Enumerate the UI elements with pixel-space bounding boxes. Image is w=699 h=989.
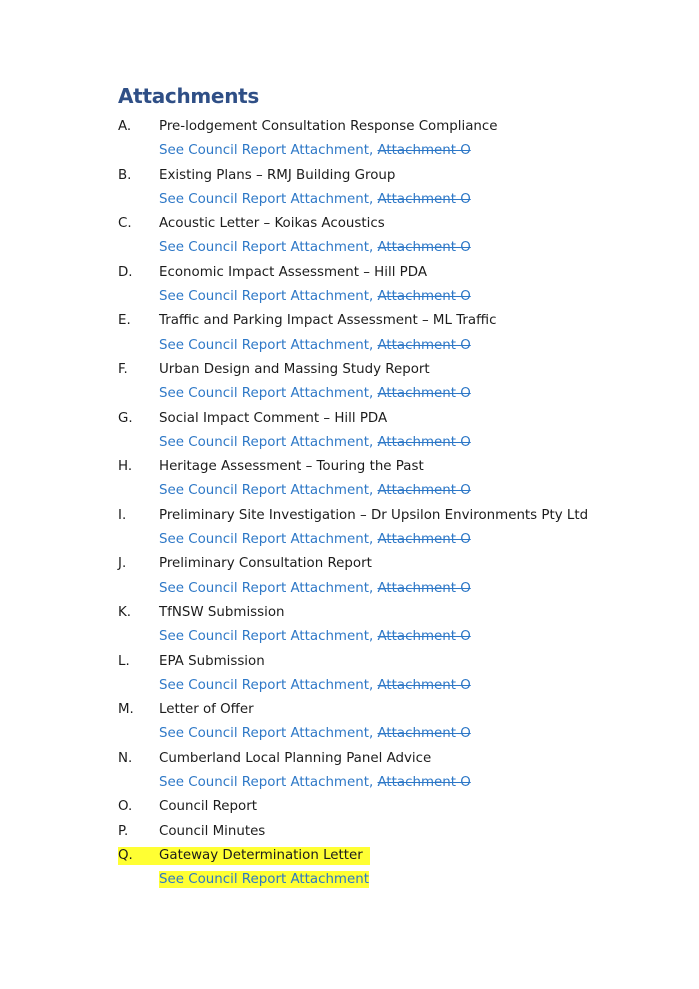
- item-title: Economic Impact Assessment – Hill PDA: [159, 264, 427, 280]
- list-item: [118, 820, 678, 844]
- council-report-ref: See Council Report Attachment,: [159, 240, 374, 256]
- item-letter: Q.: [118, 847, 133, 863]
- item-reference[interactable]: [118, 285, 678, 309]
- council-report-ref: See Council Report Attachment,: [159, 386, 374, 402]
- council-report-ref: See Council Report Attachment,: [159, 677, 374, 693]
- struck-attachment-ref: Attachment O: [377, 629, 471, 645]
- council-report-ref: See Council Report Attachment,: [159, 483, 374, 499]
- item-letter: H.: [118, 459, 133, 475]
- item-reference[interactable]: [118, 674, 678, 698]
- item-title: TfNSW Submission: [159, 604, 285, 620]
- council-report-ref: See Council Report Attachment,: [159, 191, 374, 207]
- item-title: Preliminary Consultation Report: [159, 556, 372, 572]
- item-letter: G.: [118, 410, 133, 426]
- item-reference[interactable]: [118, 382, 678, 406]
- list-item: [118, 601, 678, 650]
- list-item: [118, 650, 678, 699]
- item-letter: A.: [118, 119, 132, 134]
- struck-attachment-ref: Attachment O: [377, 337, 471, 353]
- item-letter: O.: [118, 799, 133, 815]
- item-letter: J.: [118, 556, 127, 572]
- council-report-ref: See Council Report Attachment,: [159, 434, 374, 450]
- item-title: Urban Design and Massing Study Report: [159, 361, 430, 377]
- council-report-ref: See Council Report Attachment,: [159, 532, 374, 548]
- struck-attachment-ref: Attachment O: [377, 289, 471, 305]
- council-report-ref: See Council Report Attachment,: [159, 289, 374, 305]
- item-title: Council Report: [159, 799, 257, 815]
- item-title: Social Impact Comment – Hill PDA: [159, 410, 388, 426]
- struck-attachment-ref: Attachment O: [377, 532, 471, 548]
- item-letter: D.: [118, 264, 133, 280]
- council-report-ref: See Council Report Attachment,: [159, 337, 374, 353]
- item-title: Traffic and Parking Impact Assessment – ML Traffic: [159, 313, 497, 329]
- council-report-ref: See Council Report Attachment,: [159, 580, 374, 596]
- council-report-ref: See Council Report Attachment,: [159, 143, 374, 159]
- list-item: [118, 455, 678, 504]
- item-reference[interactable]: [118, 722, 678, 746]
- item-title: Letter of Offer: [159, 702, 254, 718]
- council-report-ref: See Council Report Attachment,: [159, 775, 374, 791]
- item-title: Heritage Assessment – Touring the Past: [159, 459, 424, 475]
- item-letter: N.: [118, 750, 133, 766]
- struck-attachment-ref: Attachment O: [377, 483, 471, 499]
- item-title: Gateway Determination Letter: [159, 847, 363, 863]
- item-reference[interactable]: [118, 577, 678, 601]
- list-item: [118, 261, 678, 310]
- item-reference[interactable]: [118, 528, 678, 552]
- item-letter: L.: [118, 653, 130, 669]
- struck-attachment-ref: Attachment O: [377, 434, 471, 450]
- item-letter: P.: [118, 823, 129, 839]
- item-letter: F.: [118, 361, 128, 377]
- item-title: Pre-lodgement Consultation Response Compliance: [159, 119, 498, 134]
- item-title: EPA Submission: [159, 653, 265, 669]
- list-item: [118, 407, 678, 456]
- item-letter: E.: [118, 313, 131, 329]
- item-title: Existing Plans – RMJ Building Group: [159, 167, 396, 183]
- list-item: [118, 309, 678, 358]
- list-item: [118, 212, 678, 261]
- struck-attachment-ref: Attachment O: [377, 775, 471, 791]
- item-title: Council Minutes: [159, 823, 266, 839]
- item-reference[interactable]: [118, 771, 678, 795]
- item-letter: C.: [118, 216, 132, 232]
- item-title: Acoustic Letter – Koikas Acoustics: [159, 216, 385, 232]
- item-letter: I.: [118, 507, 127, 523]
- item-title: Cumberland Local Planning Panel Advice: [159, 750, 432, 766]
- list-item: [118, 358, 678, 407]
- list-item: [118, 164, 678, 213]
- struck-attachment-ref: Attachment O: [377, 677, 471, 693]
- struck-attachment-ref: Attachment O: [377, 386, 471, 402]
- page-title: Attachments: [118, 84, 259, 108]
- item-reference[interactable]: [118, 625, 678, 649]
- council-report-ref: See Council Report Attachment: [159, 872, 369, 888]
- list-item: [118, 115, 678, 164]
- attachments-list: [118, 115, 678, 893]
- list-item: [118, 795, 678, 819]
- struck-attachment-ref: Attachment O: [377, 143, 471, 159]
- item-reference[interactable]: [118, 139, 678, 163]
- council-report-ref: See Council Report Attachment,: [159, 726, 374, 742]
- item-letter: M.: [118, 702, 134, 718]
- struck-attachment-ref: Attachment O: [377, 726, 471, 742]
- struck-attachment-ref: Attachment O: [377, 240, 471, 256]
- list-item: [118, 747, 678, 796]
- item-reference[interactable]: [118, 868, 678, 892]
- item-letter: B.: [118, 167, 132, 183]
- item-reference[interactable]: [118, 236, 678, 260]
- list-item: [118, 552, 678, 601]
- list-item: [118, 698, 678, 747]
- item-letter: K.: [118, 604, 132, 620]
- struck-attachment-ref: Attachment O: [377, 580, 471, 596]
- highlighted-list-item: [118, 844, 678, 893]
- item-reference[interactable]: [118, 479, 678, 503]
- item-reference[interactable]: [118, 431, 678, 455]
- council-report-ref: See Council Report Attachment,: [159, 629, 374, 645]
- item-reference[interactable]: [118, 334, 678, 358]
- struck-attachment-ref: Attachment O: [377, 191, 471, 207]
- list-item: [118, 504, 678, 553]
- item-reference[interactable]: [118, 188, 678, 212]
- item-title: Preliminary Site Investigation – Dr Upsilon Environments Pty Ltd: [159, 507, 589, 523]
